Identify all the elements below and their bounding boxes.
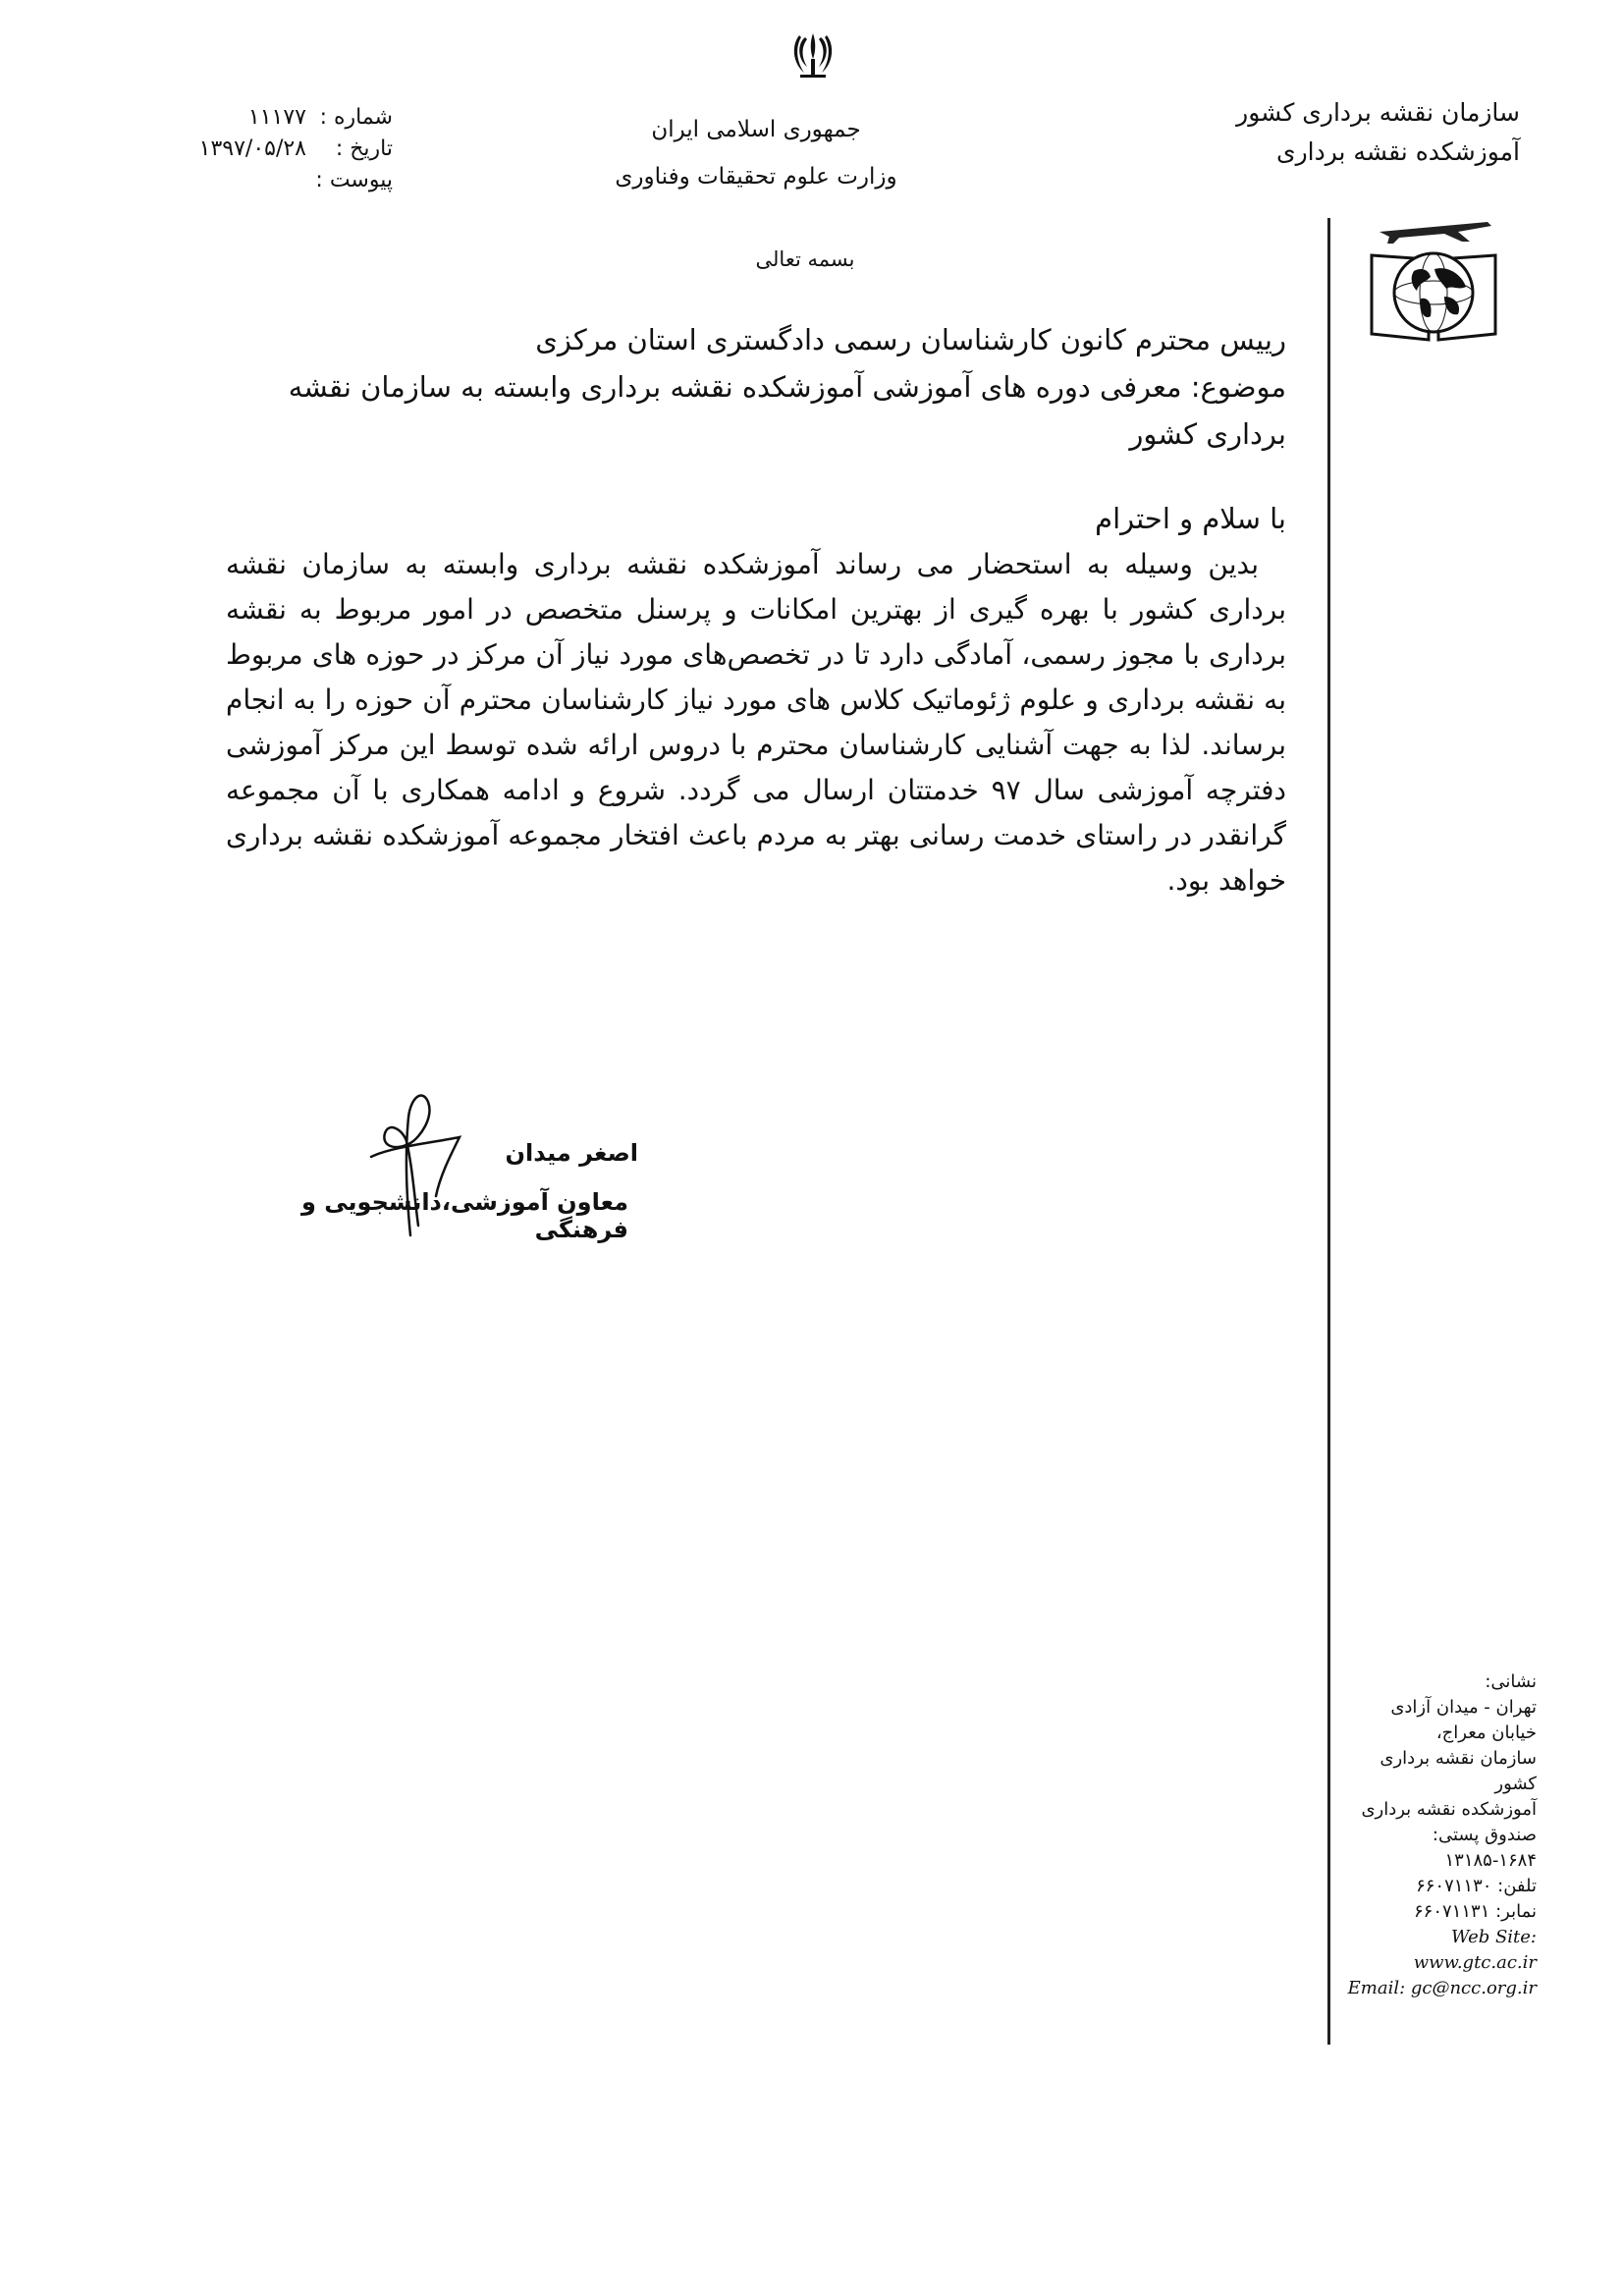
po-box-label: صندوق پستی:	[1432, 1825, 1537, 1845]
iran-emblem-icon	[790, 29, 836, 81]
letter-date-row	[128, 134, 393, 165]
letter-number-row	[128, 102, 393, 134]
signatory-title: معاون آموزشی،دانشجویی و فرهنگی	[300, 1188, 628, 1243]
letter-subject: موضوع: معرفی دوره های آموزشی آموزشکده نقشه برداری وابسته به سازمان نقشه برداری کشور	[288, 370, 1286, 451]
address-line: آموزشکده نقشه برداری	[1361, 1799, 1537, 1820]
po-box-value: ۱۳۱۸۵-۱۶۸۴	[1444, 1850, 1537, 1871]
address-block	[1335, 1669, 1537, 2001]
organization-header	[1108, 93, 1520, 172]
phone-number: تلفن: ۶۶۰۷۱۱۳۰	[1416, 1876, 1537, 1896]
letter-meta	[128, 102, 393, 196]
ministry-title: وزارت علوم تحقیقات وفناوری	[615, 164, 897, 190]
fax-number: نمابر: ۶۶۰۷۱۱۳۱	[1414, 1901, 1537, 1922]
government-header	[550, 106, 962, 200]
letter-paragraph: بدین وسیله به استحضار می رساند آموزشکده نقشه برداری وابسته به سازمان نقشه برداری کشور با بهره گیری از بهترین امکانات و پرسنل متخصص در امور مربوط به نقشه برداری با مجوز رسمی، آمادگی دارد تا در تخصص‌های مورد نیاز آن مرکز در حوزه های مربوط به نقشه برداری و علوم ژئوماتیک کلاس های مورد نیاز کارشناسان محترم آن حوزه را به انجام برساند. لذا به جهت آشنایی کارشناسان محترم با دروس ارائه شده توسط این مرکز آموزشی دفترچه آموزشی سال ۹۷ خدمتتان ارسال می گردد. شروع و ادامه همکاری با آن مجموعه گرانقدر در راستای خدمت رسانی بهتر به مردم باعث افتخار مجموعه آموزشکده نقشه برداری خواهد بود.	[226, 548, 1287, 897]
letter-addressee: رییس محترم کانون کارشناسان رسمی دادگستری استان مرکزی	[535, 323, 1286, 356]
letter-body	[226, 316, 1286, 903]
address-line: سازمان نقشه برداری کشور	[1380, 1748, 1537, 1794]
bismillah-heading: بسمه تعالی	[755, 247, 855, 271]
letter-attachment-row	[128, 165, 393, 196]
website-link[interactable]: Web Site: www.gtc.ac.ir	[1413, 1927, 1537, 1973]
address-label: نشانی:	[1485, 1671, 1537, 1692]
republic-title: جمهوری اسلامی ایران	[651, 117, 861, 142]
globe-book-airplane-logo-icon	[1360, 214, 1507, 352]
email-link[interactable]: Email: gc@ncc.org.ir	[1347, 1978, 1537, 1998]
address-line: تهران - میدان آزادی	[1390, 1697, 1537, 1718]
organization-subunit: آموزشکده نقشه برداری	[1276, 137, 1520, 166]
letter-date-value: ۱۳۹۷/۰۵/۲۸	[198, 137, 306, 161]
letter-number-label: شماره :	[319, 105, 393, 130]
letter-paragraph-container	[226, 542, 1286, 903]
letter-attachment-label: پیوست :	[315, 168, 393, 192]
letter-date-label: تاریخ :	[335, 137, 393, 161]
letter-greeting: با سلام و احترام	[1095, 502, 1286, 535]
organization-name: سازمان نقشه برداری کشور	[1236, 98, 1520, 127]
signatory-name: اصغر میدان	[505, 1139, 638, 1167]
vertical-divider	[1327, 218, 1330, 2045]
letter-number-value: ۱۱۱۷۷	[247, 105, 306, 130]
address-line: خیابان معراج،	[1435, 1722, 1537, 1743]
